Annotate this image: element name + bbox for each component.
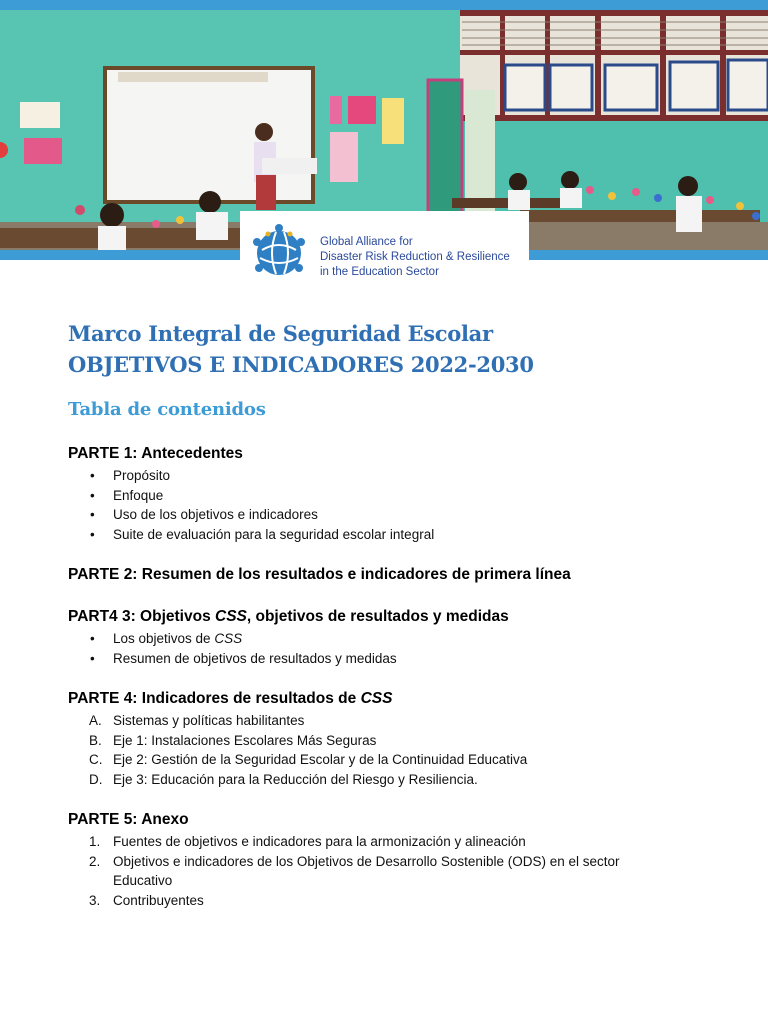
section-part-5: [68, 810, 668, 911]
bullet-marker: •: [90, 527, 95, 543]
organization-logo: [240, 211, 529, 295]
toc-item-label: Los objetivos de: [113, 631, 215, 646]
toc-item[interactable]: [68, 525, 668, 545]
toc-item-label: Propósito: [113, 468, 171, 483]
number-marker: 1.: [89, 834, 101, 849]
bullet-marker: •: [90, 631, 95, 646]
toc-item-label: Contribuyentes: [113, 893, 204, 909]
letter-marker: B.: [89, 732, 102, 748]
section-title-text: PART4 3: Objetivos: [68, 608, 215, 625]
toc-item-label: Fuentes de objetivos e indicadores para la armonización y alineación: [113, 834, 526, 849]
toc-item-emphasis: CSS: [214, 631, 243, 646]
toc-item[interactable]: [68, 649, 668, 669]
toc-item-label: Eje 1: Instalaciones Escolares Más Seguras: [113, 732, 377, 748]
toc-item-label: Eje 2: Gestión de la Seguridad Escolar y de la Continuidad Educativa: [113, 752, 528, 768]
section-title-emphasis: CSS: [360, 690, 393, 707]
toc-item[interactable]: [68, 832, 668, 852]
toc-item[interactable]: [68, 486, 668, 506]
logo-line-1: Global Alliance for: [320, 236, 413, 248]
toc-item[interactable]: [68, 891, 668, 911]
toc-item[interactable]: [68, 750, 668, 770]
logo-line-2: Disaster Risk Reduction & Resilience: [320, 251, 510, 263]
section-title: PARTE 1: Antecedentes: [68, 445, 243, 462]
toc-item-label: Uso de los objetivos e indicadores: [113, 507, 318, 523]
toc-heading: Tabla de contenidos: [68, 399, 266, 420]
toc-item[interactable]: [68, 629, 668, 649]
logo-wordmark: [320, 235, 510, 280]
number-marker: 2.: [89, 853, 101, 869]
toc-item-label: Objetivos e indicadores de los Objetivos de Desarrollo Sostenible (ODS) en el sector Educativo: [113, 853, 620, 889]
section-title: PARTE 5: Anexo: [68, 811, 189, 828]
bullet-marker: •: [90, 507, 95, 523]
section-part-1: [68, 444, 668, 545]
toc-item[interactable]: [68, 466, 668, 486]
section-title-text: , objetivos de resultados y medidas: [246, 608, 509, 625]
section-title[interactable]: [68, 607, 668, 627]
section-title[interactable]: [68, 689, 668, 709]
section-title-text: PARTE 4: Indicadores de resultados de: [68, 690, 361, 707]
section-title-emphasis: CSS: [215, 608, 247, 625]
toc-item[interactable]: [68, 731, 668, 751]
toc-item-label: Enfoque: [113, 487, 164, 503]
globe-icon: [248, 220, 310, 282]
section-part-2: [68, 565, 571, 585]
section-title[interactable]: PARTE 2: Resumen de los resultados e indicadores de primera línea: [68, 566, 571, 583]
letter-marker: C.: [89, 752, 103, 768]
toc-item[interactable]: [68, 711, 668, 731]
letter-marker: D.: [89, 772, 103, 788]
toc-item[interactable]: [68, 770, 668, 790]
letter-marker: A.: [89, 713, 102, 728]
toc-item[interactable]: [68, 505, 668, 525]
toc-item-label: Eje 3: Educación para la Reducción del Riesgo y Resiliencia.: [113, 772, 478, 788]
document-title: [68, 318, 534, 380]
top-accent-stripe: [0, 0, 768, 10]
toc-item-label: Sistemas y políticas habilitantes: [113, 713, 305, 728]
logo-line-3: in the Education Sector: [320, 266, 439, 278]
title-line-2: OBJETIVOS E INDICADORES 2022-2030: [68, 352, 534, 377]
toc-item-label: Suite de evaluación para la seguridad escolar integral: [113, 527, 435, 543]
section-part-4: [68, 689, 668, 790]
toc-item[interactable]: [68, 852, 668, 891]
number-marker: 3.: [89, 893, 101, 909]
bullet-marker: •: [90, 468, 95, 483]
section-part-3: [68, 607, 668, 668]
bullet-marker: •: [90, 650, 95, 666]
bullet-marker: •: [90, 487, 95, 503]
toc-item-label: Resumen de objetivos de resultados y medidas: [113, 650, 397, 666]
title-line-1: Marco Integral de Seguridad Escolar: [68, 321, 493, 346]
